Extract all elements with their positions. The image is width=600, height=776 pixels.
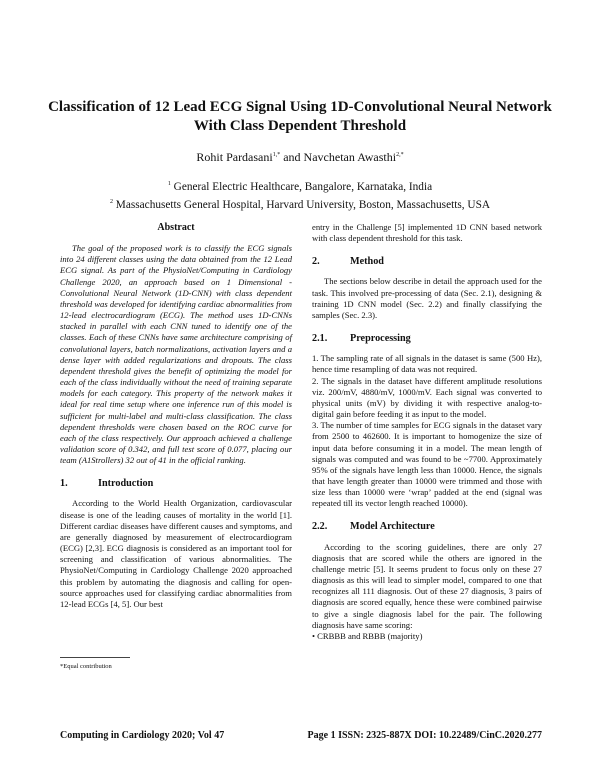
title-line-2: With Class Dependent Threshold [193, 118, 407, 134]
bullet-text: CRBBB and RBBB (majority) [317, 630, 423, 641]
affiliations [40, 177, 560, 213]
section-1-title: Introduction [98, 478, 154, 490]
section-2-number: 2. [312, 256, 320, 268]
author-and: and [280, 150, 304, 164]
footer-issn-doi: Page 1 ISSN: 2325-887X DOI: 10.22489/CinC.2020.277 [307, 730, 542, 741]
paper-title [40, 98, 560, 136]
section-1-number: 1. [60, 478, 68, 490]
method-text: The sections below describe in detail the approach used for the task. This involved pre-processing of data (Sec. 2.1), designing & training 1D CNN model (Sec. 2.2) and finally classifying the samples (Sec. 2.3). [312, 276, 542, 320]
bullet-icon: • [312, 630, 318, 641]
footnote: *Equal contribution [60, 663, 112, 670]
section-2-2-heading [312, 521, 542, 532]
model-architecture-text: According to the scoring guidelines, there are only 27 diagnosis that are scored while the others are ignored in the challenge metric [5]. It seems prudent to focus only on these 27 diagnosis as this will lead to simpler model, compared to one that recognizes all 111 diagnosis. Out of these 27 diagnosis, 3 pairs of diagnosis are scored equally, hence these were combined pairwise to give a single diagnosis label for the pair. The following diagnosis have same scoring: [312, 541, 542, 630]
affiliation-2-text: Massachusetts General Hospital, Harvard University, Boston, Massachusetts, USA [112, 198, 491, 211]
section-2-2-number: 2.2. [312, 521, 328, 533]
affiliation-1-text: General Electric Healthcare, Bangalore, Karnataka, India [170, 180, 433, 193]
right-column [312, 222, 542, 642]
preprocessing-item-2: 2. The signals in the dataset have different amplitude resolutions viz. 200/mV, 4880/mV, 1000/mV. Each signal was converted to physical units (mV) by dividing it with respective analog-to-digital gain before feeding it as input to the model. [312, 375, 542, 420]
affiliation-1 [40, 177, 560, 195]
footer-journal: Computing in Cardiology 2020; Vol 47 [60, 730, 225, 741]
introduction-text: According to the World Health Organization, cardiovascular disease is one of the leading causes of mortality in the world [1]. Different cardiac diseases have different causes and symptoms, and are generally diagnosed by measurement of electrocardiogram (ECG) [2,3]. ECG diagnosis is considered as an important tool for screening and classification of various abnormalities. The PhysioNet/Computing in Cardiology Challenge 2020 approached this problem by automating the diagnosis and calling for open-source approaches used for classifying cardiac abnormalities from 12-lead ECGs [4, 5]. Our best [60, 498, 292, 609]
author-1: Rohit Pardasani [196, 150, 273, 164]
section-2-title: Method [350, 256, 384, 268]
affiliation-2 [40, 195, 560, 213]
author-2-sup: 2,* [396, 152, 404, 158]
footnote-rule [60, 657, 130, 658]
title-line-1: Classification of 12 Lead ECG Signal Using 1D-Convolutional Neural Network [48, 99, 552, 115]
affiliation-2-num: 2 [109, 198, 113, 205]
section-1-heading [60, 478, 292, 489]
section-2-1-title: Preprocessing [350, 333, 411, 345]
affiliation-1-num: 1 [167, 181, 171, 187]
left-column [60, 222, 292, 610]
abstract-text: The goal of the proposed work is to classify the ECG signals into 24 different classes using the data obtained from the 12 Lead ECG signal. As part of the PhysioNet/Computing in Cardiology Challenge 2020, an approach based on 1 Dimensional - Convolutional Neural Network (1D-CNN) with class dependent threshold was developed for identifying cardiac abnormalities from 12-lead electrocardiogram (ECG). The method uses 1D-CNNs stacked in parallel with each CNN tuned to identify one of the classes. Each of these CNNs have same architecture comprising of convolutional layers, batch normalizations, activation layers and a dense layer with added regularizations and dropouts. The class dependent threshold gives the benefit of optimizing the model for each of the class individually without the need of training separate models for each category. This property of the network makes it ideal for real time setup where one inference run of this model is sufficient for multi-label and multi-class classification. The class dependent thresholds were chosen based on the ROC curve for each of the class respectively. Our approach achieved a challenge validation score of 0.342, and full test score of 0.077, placing our team (A1Strollers) 32 out of 41 in the official ranking. [60, 243, 292, 466]
author-1-sup: 1,* [272, 152, 281, 158]
preprocessing-item-1: 1. The sampling rate of all signals in the dataset is same (500 Hz), hence time resampling of data was not required. [312, 353, 542, 375]
section-2-1-heading [312, 333, 542, 344]
section-2-2-title: Model Architecture [350, 521, 435, 533]
section-2-1-number: 2.1. [312, 333, 328, 345]
authors [40, 150, 560, 165]
author-2: Navchetan Awasthi [303, 150, 397, 164]
abstract-heading: Abstract [157, 222, 195, 233]
introduction-continued: entry in the Challenge [5] implemented 1D CNN based network with class dependent threshold for this task. [312, 222, 542, 244]
section-2-heading [312, 256, 542, 267]
preprocessing-item-3: 3. The number of time samples for ECG signals in the dataset vary from 2500 to 462600. It is important to homogenize the size of input data before consuming it in a model. The mean length of signals was computed and was found to be ~7700. Approximately 95% of the signals have length less than 10000. Hence, the signals that have length greater than 10000 were trimmed and those with size less than 10000 were ‘wrap’ padded at the end (signal was repeated till its vector length reached 10000). [312, 420, 542, 509]
bullet-item [312, 631, 542, 642]
